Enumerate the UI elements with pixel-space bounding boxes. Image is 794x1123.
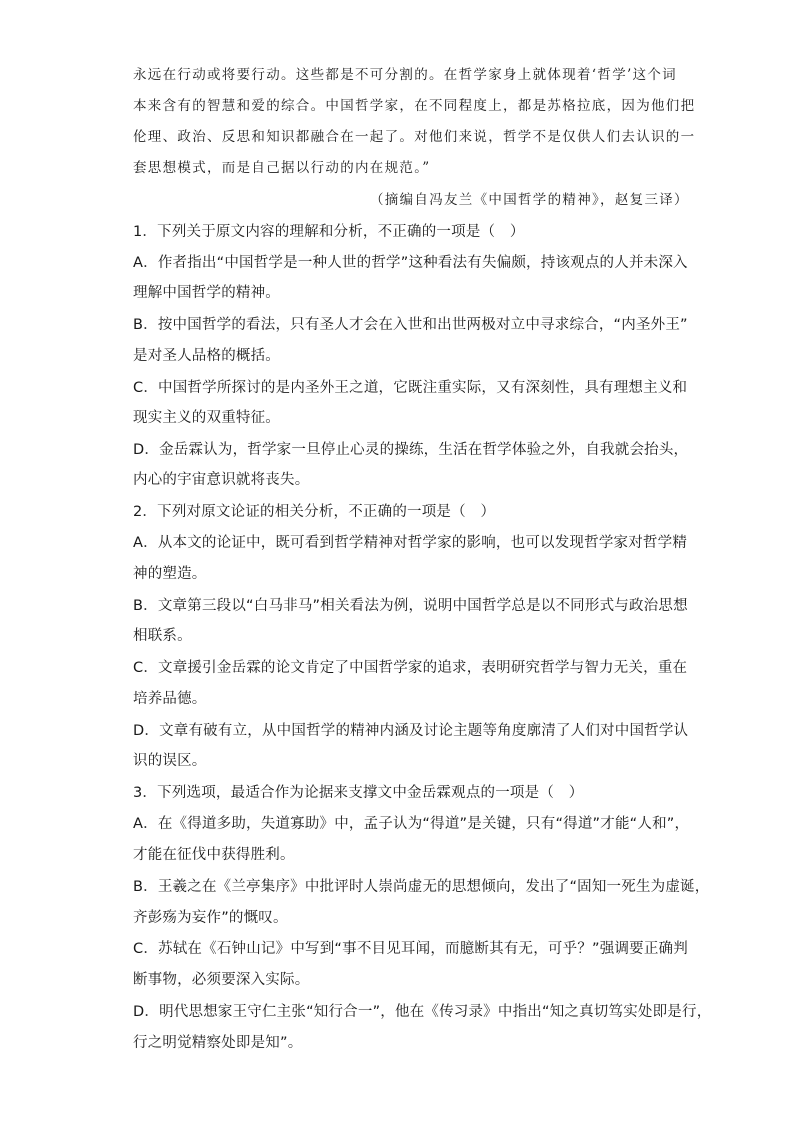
option-2a: A．从本文的论证中，既可看到哲学精神对哲学家的影响，也可以发现哲学家对哲学精 bbox=[133, 535, 688, 551]
option-1c: C．中国哲学所探讨的是内圣外王之道，它既注重实际，又有深刻性，具有理想主义和 bbox=[133, 380, 688, 396]
option-2b-cont: 相联系。 bbox=[133, 628, 192, 644]
question-stem-3: 3．下列选项，最适合作为论据来支撑文中金岳霖观点的一项是（ ） bbox=[133, 785, 584, 801]
option-3b-cont: 齐彭殇为妄作”的慨叹。 bbox=[133, 910, 288, 926]
passage-line: 永远在行动或将要行动。这些都是不可分割的。在哲学家身上就体现着‘哲学’这个词 bbox=[133, 67, 677, 83]
option-2c-cont: 培养品德。 bbox=[133, 691, 207, 707]
option-2d-cont: 识的误区。 bbox=[133, 753, 207, 769]
option-3a: A．在《得道多助，失道寡助》中，孟子认为“得道”是关键，只有“得道”才能“人和”， bbox=[133, 816, 690, 832]
option-2c: C．文章援引金岳霖的论文肯定了中国哲学家的追求，表明研究哲学与智力无关，重在 bbox=[133, 660, 688, 676]
question-stem-2: 2．下列对原文论证的相关分析，不正确的一项是（ ） bbox=[133, 504, 496, 520]
option-1c-cont: 现实主义的双重特征。 bbox=[133, 410, 280, 426]
option-1b: B．按中国哲学的看法，只有圣人才会在入世和出世两极对立中寻求综合，“内圣外王” bbox=[133, 317, 688, 333]
passage-line: 伦理、政治、反思和知识都融合在一起了。对他们来说，哲学不是仅供人们去认识的一 bbox=[133, 129, 696, 145]
option-1a-cont: 理解中国哲学的精神。 bbox=[133, 285, 280, 301]
option-1d-cont: 内心的宇宙意识就将丧失。 bbox=[133, 472, 310, 488]
option-2d: D．文章有破有立，从中国哲学的精神内涵及讨论主题等角度廓清了人们对中国哲学认 bbox=[133, 723, 689, 739]
question-stem-1: 1．下列关于原文内容的理解和分析，不正确的一项是（ ） bbox=[133, 224, 525, 240]
option-2a-cont: 神的塑造。 bbox=[133, 566, 207, 582]
passage-source: （摘编自冯友兰《中国哲学的精神》，赵复三译） bbox=[370, 192, 689, 208]
option-1a: A．作者指出“中国哲学是一种人世的哲学”这种看法有失偏颇，持该观点的人并未深入 bbox=[133, 255, 688, 271]
option-3b: B．王羲之在《兰亭集序》中批评时人崇尚虚无的思想倾向，发出了“固知一死生为虚诞， bbox=[133, 879, 710, 895]
option-3c: C．苏轼在《石钟山记》中写到“事不目见耳闻，而臆断其有无，可乎？”强调要正确判 bbox=[133, 941, 688, 957]
passage-line: 本来含有的智慧和爱的综合。中国哲学家，在不同程度上，都是苏格拉底，因为他们把 bbox=[133, 98, 696, 114]
option-1b-cont: 是对圣人品格的概括。 bbox=[133, 348, 280, 364]
option-1d: D．金岳霖认为，哲学家一旦停止心灵的操练，生活在哲学体验之外，自我就会抬头， bbox=[133, 442, 689, 458]
option-2b: B．文章第三段以“白马非马”相关看法为例，说明中国哲学总是以不同形式与政治思想 bbox=[133, 598, 688, 614]
option-3d: D．明代思想家王守仁主张“知行合一”，他在《传习录》中指出“知之真切笃实处即是行， bbox=[133, 1004, 712, 1020]
option-3c-cont: 断事物，必须要深入实际。 bbox=[133, 972, 310, 988]
option-3d-cont: 行之明觉精察处即是知”。 bbox=[133, 1035, 303, 1051]
passage-line: 套思想模式，而是自己据以行动的内在规范。” bbox=[133, 160, 431, 176]
option-3a-cont: 才能在征伐中获得胜利。 bbox=[133, 847, 295, 863]
